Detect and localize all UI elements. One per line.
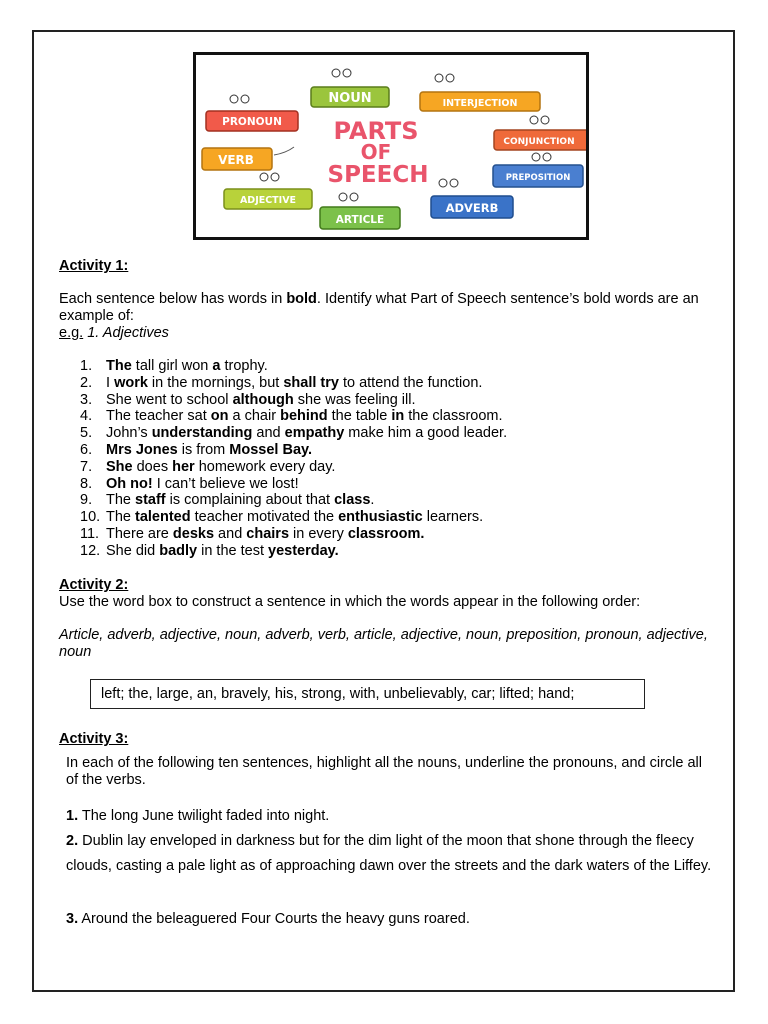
sentence-text: and xyxy=(214,525,247,542)
sentence-text: Dublin lay enveloped in darkness but for the dim light of the moon that shone through the fleecy clouds, casting a pale light as of approaching dawn over the streets and the dark waters of the Liffey. xyxy=(66,833,712,874)
sentence-number: 4. xyxy=(80,408,93,425)
sentence-text: The xyxy=(106,509,136,526)
svg-text:CONJUNCTION: CONJUNCTION xyxy=(503,137,575,147)
svg-text:ADJECTIVE: ADJECTIVE xyxy=(239,195,297,206)
bold-word: desks xyxy=(172,525,215,542)
bold-word: class xyxy=(334,492,371,509)
parts-of-speech-banner xyxy=(193,52,589,240)
activity-2-order: Article, adverb, adjective, noun, adverb, verb, article, adjective, noun, preposition, pronoun, adjective, noun xyxy=(59,627,708,660)
sentence-item xyxy=(80,375,720,392)
activity-3-sentence xyxy=(66,907,716,932)
bold-word: behind xyxy=(280,408,328,425)
word-box: left; the, large, an, bravely, his, strong, with, unbelievably, car; lifted; hand; xyxy=(90,679,645,709)
sentence-text: make him a good leader. xyxy=(344,425,508,442)
sentence-number: 2. xyxy=(66,833,79,849)
svg-text:NOUN: NOUN xyxy=(328,91,372,106)
bold-word: although xyxy=(232,391,294,408)
bold-word: talented xyxy=(135,509,191,526)
svg-text:OF: OF xyxy=(360,140,392,164)
bold-word: her xyxy=(172,458,195,475)
svg-text:INTERJECTION: INTERJECTION xyxy=(442,98,518,109)
bold-word: classroom. xyxy=(347,525,425,542)
pronoun-card xyxy=(206,95,298,131)
bold-word: empathy xyxy=(284,425,345,442)
sentence-item xyxy=(80,358,720,375)
sentence-item xyxy=(80,459,720,476)
sentence-text: the table xyxy=(327,408,392,425)
svg-text:PRONOUN: PRONOUN xyxy=(222,116,282,128)
interjection-card xyxy=(420,74,540,111)
sentence-text: is complaining about that xyxy=(165,492,335,509)
bold-word: work xyxy=(114,374,148,391)
sentence-text: I can’t believe we lost! xyxy=(152,475,299,492)
conjunction-card xyxy=(494,116,586,150)
verb-card xyxy=(202,147,294,170)
svg-text:ARTICLE: ARTICLE xyxy=(335,214,385,226)
sentence-text: The long June twilight faded into night. xyxy=(78,808,330,824)
sentence-item xyxy=(80,442,720,459)
sentence-text: homework every day. xyxy=(194,458,336,475)
article-card xyxy=(320,193,400,229)
sentence-text: John’s xyxy=(106,425,152,442)
sentence-text: does xyxy=(132,458,173,475)
sentence-text: and xyxy=(252,425,285,442)
sentence-number: 11. xyxy=(80,525,100,542)
bold-word: Mossel Bay. xyxy=(229,441,313,458)
activity-2-heading: Activity 2: xyxy=(59,577,129,593)
sentence-text: to attend the function. xyxy=(338,374,483,391)
svg-text:PREPOSITION: PREPOSITION xyxy=(505,173,571,183)
activity-1-heading: Activity 1: xyxy=(59,258,129,274)
noun-card xyxy=(311,69,389,107)
sentence-number: 1. xyxy=(66,808,79,824)
sentence-text: is from xyxy=(177,441,230,458)
sentence-text: learners. xyxy=(422,509,484,526)
sentence-number: 3. xyxy=(80,391,93,408)
preposition-card xyxy=(493,153,583,187)
bold-word: She xyxy=(106,458,133,475)
sentence-item xyxy=(80,408,720,425)
sentence-text: she was feeling ill. xyxy=(293,391,416,408)
sentence-text: in the test xyxy=(197,542,269,559)
bold-word: a xyxy=(212,358,221,374)
bold-word: Mrs Jones xyxy=(106,441,178,458)
activity-3-sentence xyxy=(66,829,716,879)
sentence-text: . xyxy=(370,492,375,509)
sentence-item xyxy=(80,526,720,543)
sentence-number: 8. xyxy=(80,475,93,492)
sentence-text: She went to school xyxy=(106,391,233,408)
svg-text:ADVERB: ADVERB xyxy=(445,201,499,215)
bold-word: shall try xyxy=(283,374,339,391)
sentence-text: trophy. xyxy=(220,358,268,374)
sentence-item xyxy=(80,543,720,560)
sentence-number: 12. xyxy=(80,542,101,559)
sentence-text: The xyxy=(106,492,136,509)
parts-of-speech-illustration xyxy=(196,55,586,237)
bold-word: understanding xyxy=(151,425,253,442)
sentence-text: tall girl won xyxy=(131,358,213,374)
activity-1-intro: Each sentence below has words in bold. Identify what Part of Speech sentence’s bold words are an example of: xyxy=(59,291,699,324)
bold-word: chairs xyxy=(246,525,290,542)
sentence-text: The teacher sat xyxy=(106,408,211,425)
svg-text:PARTS: PARTS xyxy=(333,117,419,145)
sentence-item xyxy=(80,392,720,409)
activity-1-example: e.g. 1. Adjectives xyxy=(59,325,169,341)
sentence-text: She did xyxy=(106,542,160,559)
sentence-text: teacher motivated the xyxy=(190,509,339,526)
bold-word: The xyxy=(106,358,132,374)
bold-word: badly xyxy=(159,542,198,559)
sentence-number: 5. xyxy=(80,425,93,442)
sentence-item xyxy=(80,509,720,526)
sentence-item xyxy=(80,425,720,442)
bold-word: on xyxy=(210,408,229,425)
sentence-number: 9. xyxy=(80,492,93,509)
sentence-text: Around the beleaguered Four Courts the heavy guns roared. xyxy=(78,911,470,927)
banner-title xyxy=(328,117,429,188)
bold-word: in xyxy=(391,408,405,425)
svg-text:SPEECH: SPEECH xyxy=(327,162,429,188)
sentence-text: a chair xyxy=(228,408,281,425)
sentence-number: 2. xyxy=(80,374,93,391)
svg-text:VERB: VERB xyxy=(218,153,254,167)
bold-word: yesterday. xyxy=(268,542,339,559)
bold-word: staff xyxy=(135,492,166,509)
activity-1-sentence-list xyxy=(80,358,720,560)
sentence-text: in the mornings, but xyxy=(147,374,284,391)
sentence-text: There are xyxy=(106,525,173,542)
sentence-number: 1. xyxy=(80,358,93,374)
sentence-number: 3. xyxy=(66,911,79,927)
adjective-card xyxy=(224,173,312,209)
sentence-text: the classroom. xyxy=(404,408,503,425)
sentence-number: 7. xyxy=(80,458,93,475)
sentence-text: I xyxy=(106,374,115,391)
activity-3-sentence xyxy=(66,804,716,829)
sentence-number: 6. xyxy=(80,441,93,458)
activity-2-instruction: Use the word box to construct a sentence in which the words appear in the following order: xyxy=(59,594,641,610)
sentence-number: 10. xyxy=(80,509,101,526)
bold-word: Oh no! xyxy=(106,475,153,492)
activity-3-heading: Activity 3: xyxy=(59,731,129,747)
sentence-item xyxy=(80,476,720,493)
sentence-item xyxy=(80,492,720,509)
sentence-text: in every xyxy=(289,525,348,542)
activity-3-instruction: In each of the following ten sentences, highlight all the nouns, underline the pronouns, and circle all of the verbs. xyxy=(66,755,703,788)
bold-word: enthusiastic xyxy=(338,509,423,526)
